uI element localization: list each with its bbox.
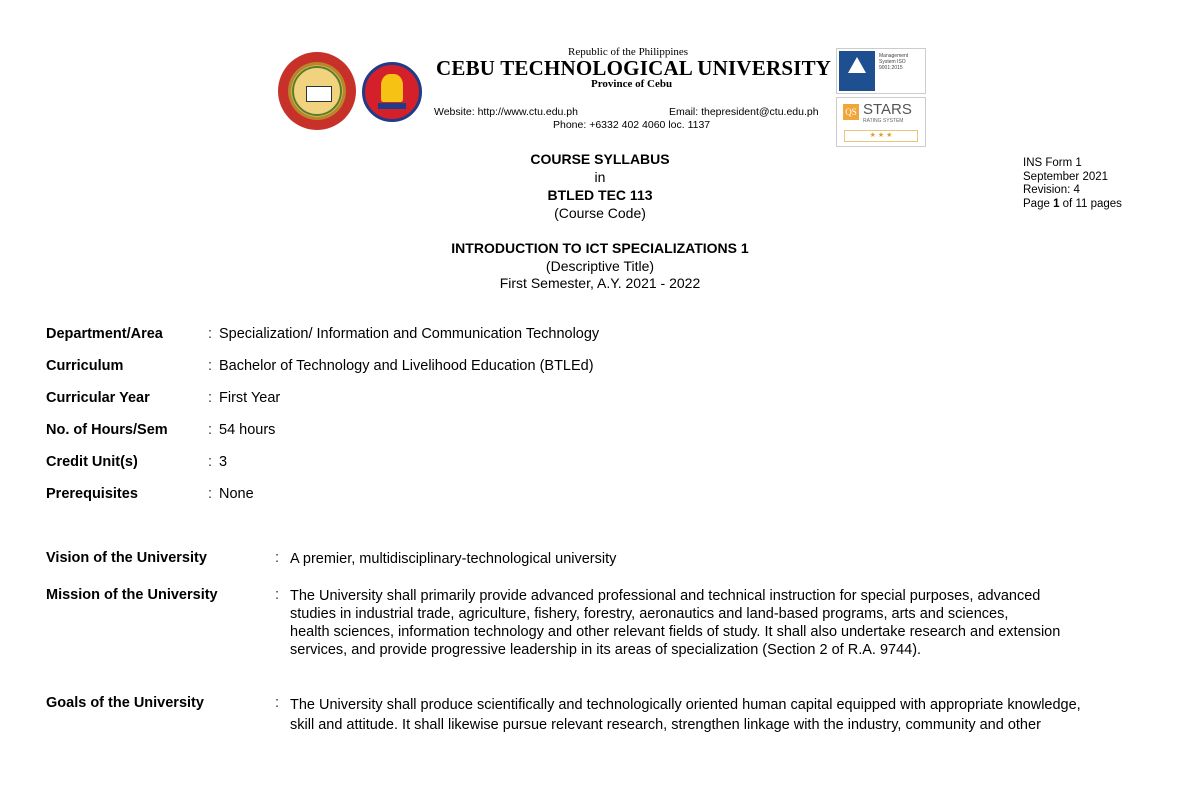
tuv-icon: [839, 51, 875, 91]
course-code: BTLED TEC 113: [547, 187, 653, 203]
triangle-icon: [848, 57, 866, 73]
value-hours: 54 hours: [219, 422, 276, 438]
republic-text: Republic of the Philippines: [568, 46, 689, 58]
book-icon: [306, 86, 332, 102]
qs-stars-logo: [836, 97, 926, 147]
qs-sub: RATING SYSTEM: [863, 118, 904, 124]
qs-badge: QS: [843, 104, 859, 120]
tuv-text: Management System ISO 9001:2015: [879, 53, 909, 71]
label-prerequisites: Prerequisites: [46, 486, 138, 502]
email-text: Email: thepresident@ctu.edu.ph: [669, 106, 819, 118]
syllabus-in: in: [594, 169, 606, 185]
value-credit-units: 3: [219, 454, 228, 470]
label-credit-units: Credit Unit(s): [46, 454, 138, 470]
value-mission: The University shall primarily provide advanced professional and technical instruction for special purposes, advanced studies in industrial trade, agriculture, fishery, forestry, aeronautics and land-based programs, arts and sciences, health sciences, information technology and other relevant fields of study. It shall also undertake research and extension services, and provide progressive leadership in its areas of specialization (Section 2 of R.A. 9744).: [290, 588, 1061, 658]
value-goals: The University shall produce scientifically and technologically oriented human capital equipped with appropriate knowledge, skill and attitude. It shall likewise pursue relevant research, strengthen linkage with the industry, community and other: [290, 697, 1081, 733]
colon: :: [275, 550, 280, 566]
tuv-certification-logo: [836, 48, 926, 94]
semester: First Semester, A.Y. 2021 - 2022: [499, 275, 701, 291]
colon: :: [208, 454, 213, 470]
university-name: CEBU TECHNOLOGICAL UNIVERSITY: [436, 56, 832, 80]
label-hours: No. of Hours/Sem: [46, 422, 168, 438]
course-code-label: (Course Code): [554, 205, 646, 221]
rice-stalks-icon: [381, 74, 403, 102]
colon: :: [208, 422, 213, 438]
descriptive-title-label: (Descriptive Title): [545, 258, 655, 274]
label-mission: Mission of the University: [46, 587, 218, 603]
phone-text: Phone: +6332 402 4060 loc. 1137: [553, 119, 711, 131]
colon: :: [208, 390, 213, 406]
colon: :: [208, 326, 213, 342]
form-info: [1023, 157, 1122, 211]
value-curriculum: Bachelor of Technology and Livelihood Education (BTLEd): [219, 358, 594, 374]
ctu-seal-logo: [278, 52, 356, 130]
syllabus-title: COURSE SYLLABUS: [530, 151, 670, 167]
form-revision: Revision: 4: [1023, 184, 1080, 196]
colon: :: [275, 587, 280, 603]
value-curricular-year: First Year: [219, 390, 281, 406]
seal-center: [292, 66, 342, 116]
province-text: Province of Cebu: [591, 78, 673, 90]
label-curriculum: Curriculum: [46, 358, 124, 374]
asean-band: [378, 103, 406, 109]
label-goals: Goals of the University: [46, 695, 204, 711]
colon: :: [208, 486, 213, 502]
label-curricular-year: Curricular Year: [46, 390, 150, 406]
label-department: Department/Area: [46, 326, 163, 342]
value-prerequisites: None: [219, 486, 254, 502]
label-vision: Vision of the University: [46, 550, 207, 566]
qs-stars-word: STARS: [863, 101, 912, 118]
descriptive-title: INTRODUCTION TO ICT SPECIALIZATIONS 1: [451, 240, 749, 256]
website-text: Website: http://www.ctu.edu.ph: [434, 106, 578, 118]
asean-logo: [362, 62, 422, 122]
star-rating-icon: ★ ★ ★: [844, 130, 918, 142]
value-vision: A premier, multidisciplinary-technological university: [290, 551, 617, 567]
colon: :: [208, 358, 213, 374]
value-department: Specialization/ Information and Communication Technology: [219, 326, 600, 342]
form-date: September 2021: [1023, 170, 1109, 183]
colon: :: [275, 695, 280, 711]
form-number: INS Form 1: [1023, 157, 1082, 169]
page-number: 1: [1053, 197, 1060, 210]
page-indicator: Page 1 of 11 pages: [1023, 197, 1122, 210]
